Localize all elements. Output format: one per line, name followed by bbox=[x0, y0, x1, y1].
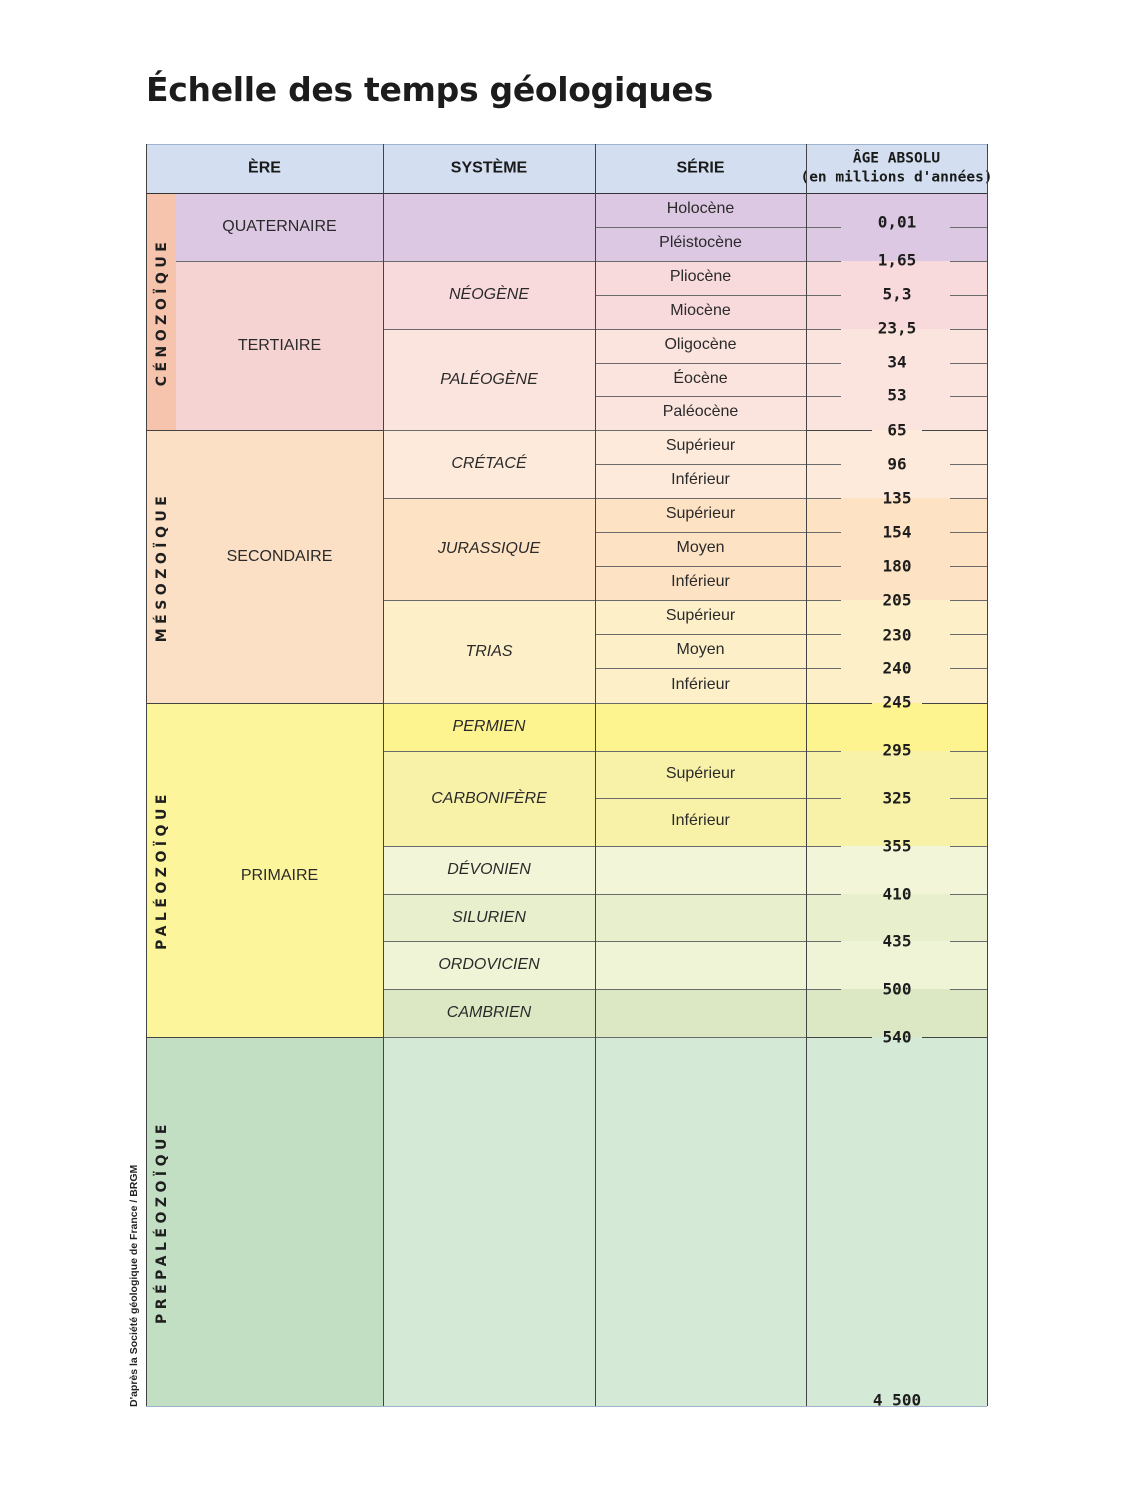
era-label: SECONDAIRE bbox=[226, 548, 333, 565]
age-value: 410 bbox=[882, 884, 912, 904]
row-divider bbox=[595, 295, 841, 296]
table-bottom-border bbox=[146, 1406, 987, 1407]
eon-label: MÉSOZOÏQUE bbox=[154, 491, 170, 642]
row-divider bbox=[950, 532, 987, 533]
series-label: Inférieur bbox=[671, 675, 730, 693]
series-label: Moyen bbox=[676, 641, 725, 658]
row-divider bbox=[950, 464, 987, 465]
age-value: 34 bbox=[887, 352, 907, 372]
age-value: 180 bbox=[882, 556, 912, 576]
row-divider bbox=[950, 941, 987, 942]
system-label: CARBONIFÈRE bbox=[431, 789, 547, 807]
row-divider bbox=[383, 989, 595, 990]
table-left-border bbox=[146, 144, 147, 1406]
row-divider bbox=[950, 751, 987, 752]
row-divider bbox=[950, 227, 987, 228]
eon-label: CÉNOZOÏQUE bbox=[154, 237, 170, 386]
era-label: QUATERNAIRE bbox=[222, 218, 337, 235]
header-serie: SÉRIE bbox=[676, 159, 725, 177]
age-value: 4 500 bbox=[872, 1390, 922, 1410]
system-cell bbox=[383, 193, 595, 261]
row-divider bbox=[383, 703, 595, 704]
eon-label: PRÉPALÉOZOÏQUE bbox=[154, 1119, 170, 1324]
eon-band bbox=[146, 1037, 383, 1406]
row-divider bbox=[806, 1037, 872, 1038]
row-divider bbox=[595, 498, 841, 499]
age-value: 540 bbox=[882, 1027, 912, 1047]
age-value: 65 bbox=[887, 420, 907, 440]
age-value: 500 bbox=[882, 979, 912, 999]
age-value: 5,3 bbox=[882, 284, 912, 304]
age-value: 135 bbox=[882, 488, 912, 508]
row-divider bbox=[383, 329, 595, 330]
row-divider bbox=[950, 566, 987, 567]
system-label: CAMBRIEN bbox=[446, 1004, 532, 1021]
eon-label: PALÉOZOÏQUE bbox=[154, 790, 170, 950]
row-divider bbox=[922, 1037, 987, 1038]
series-cell bbox=[595, 846, 806, 894]
column-divider bbox=[806, 144, 807, 1406]
row-divider bbox=[950, 396, 987, 397]
age-cell bbox=[806, 1037, 987, 1406]
system-label: PERMIEN bbox=[452, 718, 526, 735]
row-divider bbox=[950, 894, 987, 895]
series-label: Supérieur bbox=[665, 505, 736, 522]
page-title: Échelle des temps géologiques bbox=[146, 70, 713, 109]
column-divider bbox=[383, 144, 384, 1406]
age-value: 240 bbox=[882, 658, 912, 678]
row-divider bbox=[595, 566, 841, 567]
row-divider bbox=[595, 261, 841, 262]
system-label: JURASSIQUE bbox=[437, 540, 541, 557]
header-systeme: SYSTÈME bbox=[450, 159, 528, 177]
row-divider bbox=[146, 430, 383, 431]
series-label: Inférieur bbox=[671, 812, 730, 829]
row-divider bbox=[595, 941, 841, 942]
age-value: 23,5 bbox=[877, 318, 917, 338]
row-divider bbox=[146, 703, 383, 704]
row-divider bbox=[595, 894, 841, 895]
age-value: 96 bbox=[887, 454, 907, 474]
row-divider bbox=[595, 329, 841, 330]
series-label: Supérieur bbox=[665, 437, 736, 454]
header-age-line1: ÂGE ABSOLU bbox=[852, 150, 941, 167]
row-divider bbox=[950, 798, 987, 799]
row-divider bbox=[595, 363, 841, 364]
age-value: 1,65 bbox=[877, 250, 917, 270]
system-label: PALÉOGÈNE bbox=[440, 370, 538, 388]
row-divider bbox=[950, 329, 987, 330]
age-value: 154 bbox=[882, 522, 912, 542]
series-label: Supérieur bbox=[665, 607, 736, 624]
row-divider bbox=[595, 532, 841, 533]
row-divider bbox=[950, 261, 987, 262]
series-label: Moyen bbox=[676, 539, 725, 556]
row-divider bbox=[595, 227, 841, 228]
series-cell bbox=[595, 703, 806, 751]
era-label: TERTIAIRE bbox=[237, 336, 322, 354]
header-divider bbox=[146, 193, 987, 194]
row-divider bbox=[595, 798, 841, 799]
series-label: Pléistocène bbox=[659, 234, 742, 251]
row-divider bbox=[950, 668, 987, 669]
series-label: Supérieur bbox=[665, 764, 736, 782]
series-label: Pliocène bbox=[669, 268, 732, 285]
row-divider bbox=[383, 846, 595, 847]
row-divider bbox=[595, 668, 841, 669]
row-divider bbox=[595, 1037, 841, 1038]
row-divider bbox=[595, 751, 841, 752]
source-credit: D'après la Société géologique de France / BRGM bbox=[128, 1164, 140, 1407]
row-divider bbox=[950, 846, 987, 847]
row-divider bbox=[922, 430, 987, 431]
row-divider bbox=[950, 498, 987, 499]
series-label: Paléocène bbox=[662, 403, 739, 420]
system-label: CRÉTACÉ bbox=[451, 455, 527, 472]
system-label: TRIAS bbox=[465, 642, 513, 660]
series-label: Inférieur bbox=[671, 573, 730, 590]
row-divider bbox=[383, 261, 595, 262]
series-label: Éocène bbox=[673, 369, 728, 387]
row-divider bbox=[806, 430, 872, 431]
row-divider bbox=[806, 703, 872, 704]
era-label: PRIMAIRE bbox=[240, 867, 319, 884]
age-value: 230 bbox=[882, 625, 912, 645]
row-divider bbox=[595, 396, 841, 397]
row-divider bbox=[383, 894, 595, 895]
row-divider bbox=[595, 703, 841, 704]
table-top-border bbox=[146, 144, 987, 145]
row-divider bbox=[595, 634, 841, 635]
series-cell bbox=[595, 941, 806, 989]
row-divider bbox=[950, 634, 987, 635]
row-divider bbox=[922, 703, 987, 704]
age-value: 435 bbox=[882, 931, 912, 951]
system-label: NÉOGÈNE bbox=[448, 286, 530, 303]
row-divider bbox=[383, 430, 595, 431]
column-divider bbox=[595, 144, 596, 1406]
age-value: 245 bbox=[882, 692, 912, 712]
series-label: Holocène bbox=[666, 200, 735, 217]
row-divider bbox=[950, 363, 987, 364]
table-right-border bbox=[987, 144, 988, 1406]
row-divider bbox=[383, 498, 595, 499]
row-divider bbox=[383, 1037, 595, 1038]
series-cell bbox=[595, 989, 806, 1037]
system-label: DÉVONIEN bbox=[447, 861, 531, 878]
series-label: Inférieur bbox=[671, 471, 730, 488]
row-divider bbox=[595, 600, 841, 601]
header-ere: ÈRE bbox=[248, 159, 281, 177]
system-cell bbox=[383, 1037, 595, 1406]
row-divider bbox=[595, 846, 841, 847]
series-label: Miocène bbox=[670, 302, 731, 319]
row-divider bbox=[950, 989, 987, 990]
system-label: SILURIEN bbox=[452, 908, 526, 926]
row-divider bbox=[595, 464, 841, 465]
age-value: 295 bbox=[882, 740, 912, 760]
age-value: 205 bbox=[882, 590, 912, 610]
eon-band bbox=[146, 430, 383, 703]
row-divider bbox=[950, 295, 987, 296]
age-value: 355 bbox=[882, 836, 912, 856]
row-divider bbox=[383, 600, 595, 601]
row-divider bbox=[146, 1037, 383, 1038]
age-value: 325 bbox=[882, 788, 912, 808]
age-value: 53 bbox=[887, 385, 907, 405]
row-divider bbox=[595, 430, 841, 431]
row-divider bbox=[383, 751, 595, 752]
header-age-line2: (en millions d'années) bbox=[800, 169, 993, 186]
row-divider bbox=[595, 989, 841, 990]
system-label: ORDOVICIEN bbox=[438, 956, 540, 973]
series-cell bbox=[595, 1037, 806, 1406]
row-divider bbox=[950, 600, 987, 601]
row-divider bbox=[383, 941, 595, 942]
series-cell bbox=[595, 894, 806, 941]
series-label: Oligocène bbox=[664, 336, 737, 353]
age-value: 0,01 bbox=[877, 212, 917, 232]
row-divider bbox=[176, 261, 383, 262]
